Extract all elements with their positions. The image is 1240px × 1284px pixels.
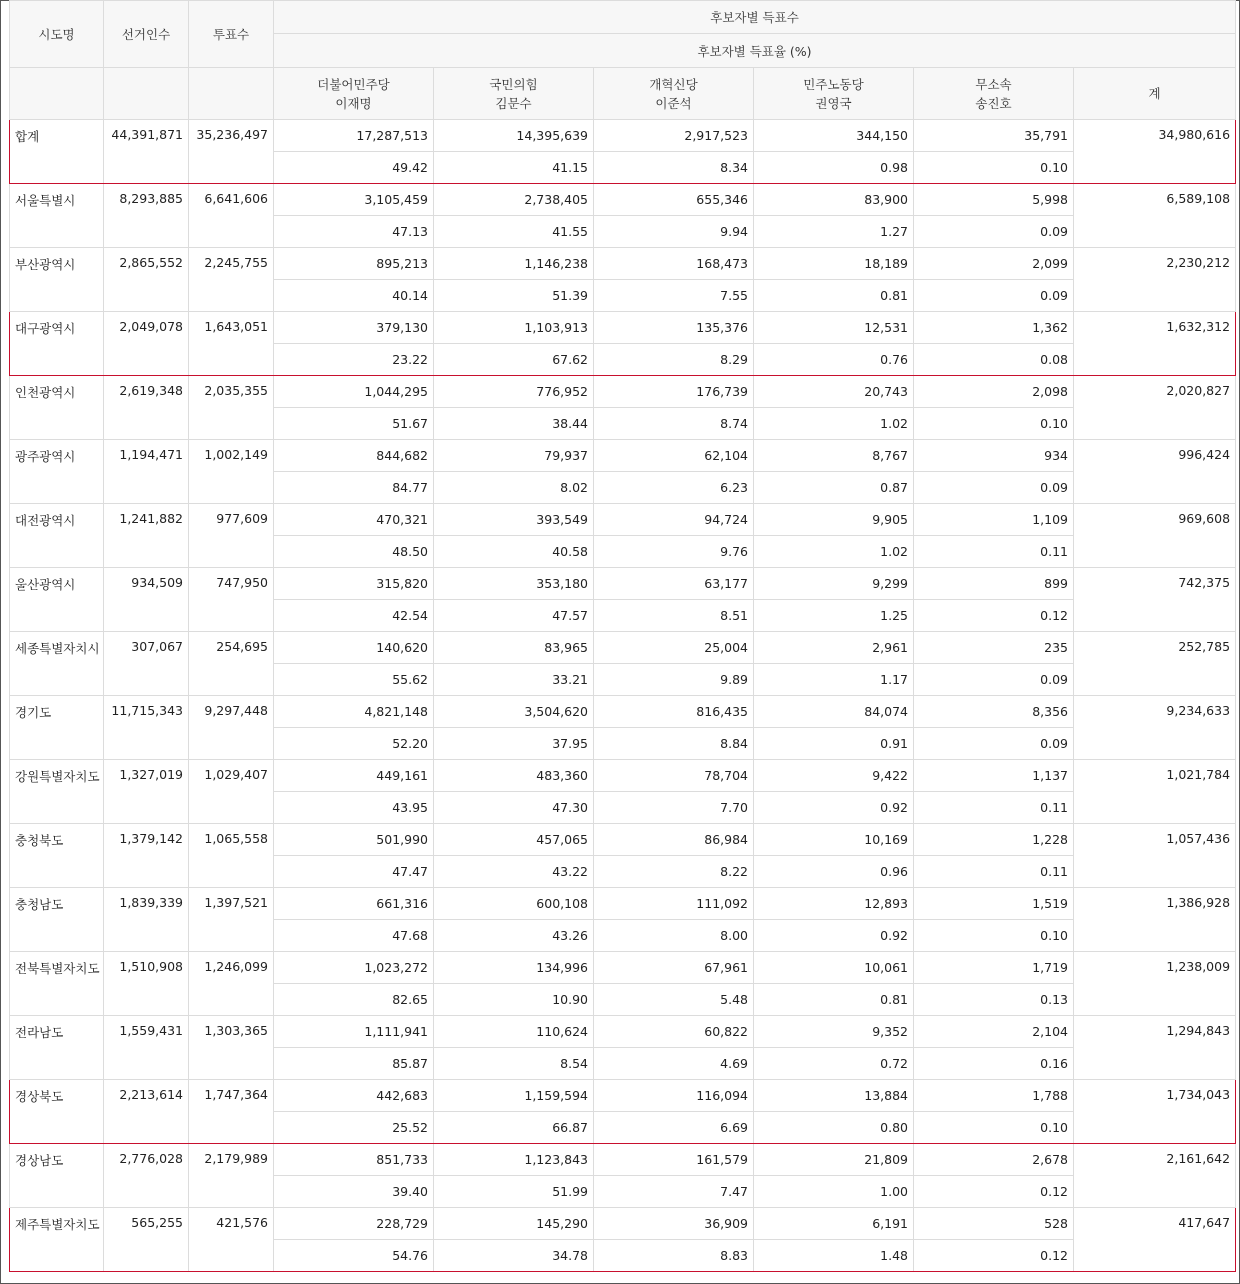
votes-value: 1,065,558 xyxy=(189,824,274,888)
candidate-vote-rate: 1.25 xyxy=(754,600,914,632)
candidate-vote-count: 83,965 xyxy=(434,632,594,664)
region-name: 합계 xyxy=(10,120,104,184)
candidate-vote-count: 134,996 xyxy=(434,952,594,984)
candidate-vote-count: 851,733 xyxy=(274,1144,434,1176)
candidate-vote-rate: 0.09 xyxy=(914,280,1074,312)
candidate-vote-rate: 43.22 xyxy=(434,856,594,888)
candidate-vote-count: 1,109 xyxy=(914,504,1074,536)
votes-value: 2,179,989 xyxy=(189,1144,274,1208)
candidate-vote-count: 2,917,523 xyxy=(594,120,754,152)
electors-value: 8,293,885 xyxy=(104,184,189,248)
candidate-vote-count: 94,724 xyxy=(594,504,754,536)
candidate-vote-count: 79,937 xyxy=(434,440,594,472)
candidate-vote-rate: 8.74 xyxy=(594,408,754,440)
region-name: 울산광역시 xyxy=(10,568,104,632)
electors-value: 1,194,471 xyxy=(104,440,189,504)
votes-value: 1,303,365 xyxy=(189,1016,274,1080)
header-candidate xyxy=(754,68,914,120)
candidate-vote-rate: 1.27 xyxy=(754,216,914,248)
candidate-vote-rate: 43.26 xyxy=(434,920,594,952)
candidate-vote-rate: 38.44 xyxy=(434,408,594,440)
electors-value: 307,067 xyxy=(104,632,189,696)
region-name: 인천광역시 xyxy=(10,376,104,440)
electors-value: 1,241,882 xyxy=(104,504,189,568)
electors-value: 1,327,019 xyxy=(104,760,189,824)
region-name: 경상북도 xyxy=(10,1080,104,1144)
region-name: 서울특별시 xyxy=(10,184,104,248)
candidate-vote-rate: 0.16 xyxy=(914,1048,1074,1080)
table-row xyxy=(10,888,1236,920)
header-votes: 투표수 xyxy=(189,1,274,68)
candidate-vote-count: 35,791 xyxy=(914,120,1074,152)
electors-value: 2,865,552 xyxy=(104,248,189,312)
header-blank xyxy=(104,68,189,120)
region-name: 전라남도 xyxy=(10,1016,104,1080)
candidate-vote-rate: 39.40 xyxy=(274,1176,434,1208)
candidate-vote-rate: 0.09 xyxy=(914,728,1074,760)
table-row xyxy=(10,504,1236,536)
candidate-vote-rate: 34.78 xyxy=(434,1240,594,1272)
header-total: 계 xyxy=(1074,68,1236,120)
candidate-vote-rate: 33.21 xyxy=(434,664,594,696)
candidate-vote-rate: 8.29 xyxy=(594,344,754,376)
electors-value: 934,509 xyxy=(104,568,189,632)
table-row xyxy=(10,312,1236,344)
election-results-table xyxy=(9,0,1236,1272)
candidate-vote-rate: 0.09 xyxy=(914,472,1074,504)
total-value: 969,608 xyxy=(1074,504,1236,568)
votes-value: 1,029,407 xyxy=(189,760,274,824)
candidate-vote-rate: 1.02 xyxy=(754,408,914,440)
candidate-vote-count: 457,065 xyxy=(434,824,594,856)
candidate-vote-count: 1,519 xyxy=(914,888,1074,920)
header-blank xyxy=(189,68,274,120)
candidate-vote-count: 25,004 xyxy=(594,632,754,664)
candidate-vote-count: 145,290 xyxy=(434,1208,594,1240)
candidate-vote-count: 135,376 xyxy=(594,312,754,344)
total-value: 34,980,616 xyxy=(1074,120,1236,184)
candidate-vote-rate: 0.91 xyxy=(754,728,914,760)
votes-value: 254,695 xyxy=(189,632,274,696)
candidate-vote-rate: 8.83 xyxy=(594,1240,754,1272)
candidate-vote-rate: 1.02 xyxy=(754,536,914,568)
candidate-party: 국민의힘 xyxy=(489,76,538,92)
table-row xyxy=(10,952,1236,984)
candidate-vote-rate: 0.12 xyxy=(914,600,1074,632)
candidate-vote-rate: 23.22 xyxy=(274,344,434,376)
candidate-vote-rate: 49.42 xyxy=(274,152,434,184)
candidate-vote-rate: 54.76 xyxy=(274,1240,434,1272)
header-blank xyxy=(10,68,104,120)
total-value: 2,230,212 xyxy=(1074,248,1236,312)
candidate-vote-count: 10,169 xyxy=(754,824,914,856)
candidate-vote-rate: 47.57 xyxy=(434,600,594,632)
candidate-vote-count: 86,984 xyxy=(594,824,754,856)
candidate-vote-count: 12,531 xyxy=(754,312,914,344)
candidate-vote-count: 816,435 xyxy=(594,696,754,728)
total-value: 1,238,009 xyxy=(1074,952,1236,1016)
candidate-vote-count: 895,213 xyxy=(274,248,434,280)
candidate-vote-rate: 0.11 xyxy=(914,792,1074,824)
candidate-vote-rate: 8.02 xyxy=(434,472,594,504)
region-name: 대구광역시 xyxy=(10,312,104,376)
candidate-vote-rate: 0.10 xyxy=(914,1112,1074,1144)
candidate-name: 이재명 xyxy=(335,95,372,111)
candidate-vote-rate: 0.12 xyxy=(914,1240,1074,1272)
votes-value: 9,297,448 xyxy=(189,696,274,760)
candidate-vote-rate: 7.70 xyxy=(594,792,754,824)
region-name: 광주광역시 xyxy=(10,440,104,504)
candidate-vote-count: 228,729 xyxy=(274,1208,434,1240)
votes-value: 6,641,606 xyxy=(189,184,274,248)
candidate-vote-rate: 47.68 xyxy=(274,920,434,952)
candidate-vote-count: 1,044,295 xyxy=(274,376,434,408)
header-votes-by-candidate: 후보자별 득표수 xyxy=(274,1,1236,34)
table-row xyxy=(10,248,1236,280)
electors-value: 44,391,871 xyxy=(104,120,189,184)
total-value: 252,785 xyxy=(1074,632,1236,696)
candidate-vote-rate: 0.87 xyxy=(754,472,914,504)
candidate-vote-count: 161,579 xyxy=(594,1144,754,1176)
header-candidate xyxy=(274,68,434,120)
header-region: 시도명 xyxy=(10,1,104,68)
candidate-vote-count: 9,422 xyxy=(754,760,914,792)
region-name: 강원특별자치도 xyxy=(10,760,104,824)
votes-value: 1,747,364 xyxy=(189,1080,274,1144)
votes-value: 421,576 xyxy=(189,1208,274,1272)
votes-value: 747,950 xyxy=(189,568,274,632)
candidate-vote-count: 449,161 xyxy=(274,760,434,792)
candidate-vote-count: 600,108 xyxy=(434,888,594,920)
total-value: 9,234,633 xyxy=(1074,696,1236,760)
candidate-vote-count: 1,137 xyxy=(914,760,1074,792)
table-row xyxy=(10,824,1236,856)
candidate-vote-count: 315,820 xyxy=(274,568,434,600)
candidate-vote-count: 1,228 xyxy=(914,824,1074,856)
candidate-vote-count: 2,678 xyxy=(914,1144,1074,1176)
candidate-vote-rate: 8.22 xyxy=(594,856,754,888)
candidate-vote-count: 2,738,405 xyxy=(434,184,594,216)
candidate-vote-count: 2,098 xyxy=(914,376,1074,408)
candidate-vote-count: 899 xyxy=(914,568,1074,600)
candidate-vote-rate: 48.50 xyxy=(274,536,434,568)
candidate-vote-rate: 67.62 xyxy=(434,344,594,376)
table-row xyxy=(10,696,1236,728)
candidate-vote-count: 5,998 xyxy=(914,184,1074,216)
candidate-vote-rate: 84.77 xyxy=(274,472,434,504)
region-name: 부산광역시 xyxy=(10,248,104,312)
candidate-vote-rate: 51.99 xyxy=(434,1176,594,1208)
candidate-vote-count: 9,299 xyxy=(754,568,914,600)
total-value: 2,020,827 xyxy=(1074,376,1236,440)
candidate-party: 더불어민주당 xyxy=(317,76,390,92)
candidate-vote-count: 36,909 xyxy=(594,1208,754,1240)
candidate-vote-rate: 8.54 xyxy=(434,1048,594,1080)
candidate-vote-count: 84,074 xyxy=(754,696,914,728)
candidate-vote-rate: 10.90 xyxy=(434,984,594,1016)
candidate-vote-rate: 41.15 xyxy=(434,152,594,184)
electors-value: 2,049,078 xyxy=(104,312,189,376)
candidate-vote-count: 3,504,620 xyxy=(434,696,594,728)
candidate-vote-count: 8,356 xyxy=(914,696,1074,728)
votes-value: 1,002,149 xyxy=(189,440,274,504)
header-candidate xyxy=(594,68,754,120)
total-value: 742,375 xyxy=(1074,568,1236,632)
candidate-vote-count: 116,094 xyxy=(594,1080,754,1112)
candidate-vote-count: 1,146,238 xyxy=(434,248,594,280)
candidate-vote-count: 776,952 xyxy=(434,376,594,408)
candidate-vote-count: 9,905 xyxy=(754,504,914,536)
votes-value: 2,035,355 xyxy=(189,376,274,440)
candidate-vote-rate: 1.48 xyxy=(754,1240,914,1272)
candidate-vote-rate: 0.80 xyxy=(754,1112,914,1144)
header-candidate xyxy=(434,68,594,120)
candidate-vote-rate: 0.10 xyxy=(914,408,1074,440)
candidate-vote-rate: 8.34 xyxy=(594,152,754,184)
total-value: 6,589,108 xyxy=(1074,184,1236,248)
candidate-vote-rate: 1.17 xyxy=(754,664,914,696)
region-name: 세종특별자치시 xyxy=(10,632,104,696)
region-name: 충청북도 xyxy=(10,824,104,888)
candidate-vote-count: 21,809 xyxy=(754,1144,914,1176)
table-row xyxy=(10,568,1236,600)
candidate-vote-rate: 1.00 xyxy=(754,1176,914,1208)
candidate-vote-rate: 0.13 xyxy=(914,984,1074,1016)
candidate-vote-rate: 42.54 xyxy=(274,600,434,632)
electors-value: 1,559,431 xyxy=(104,1016,189,1080)
electors-value: 2,213,614 xyxy=(104,1080,189,1144)
table-row xyxy=(10,632,1236,664)
candidate-vote-rate: 7.47 xyxy=(594,1176,754,1208)
candidate-vote-count: 18,189 xyxy=(754,248,914,280)
candidate-vote-count: 63,177 xyxy=(594,568,754,600)
candidate-vote-count: 168,473 xyxy=(594,248,754,280)
candidate-vote-count: 1,103,913 xyxy=(434,312,594,344)
candidate-vote-count: 379,130 xyxy=(274,312,434,344)
candidate-vote-count: 62,104 xyxy=(594,440,754,472)
region-name: 제주특별자치도 xyxy=(10,1208,104,1272)
candidate-vote-count: 6,191 xyxy=(754,1208,914,1240)
candidate-vote-rate: 40.58 xyxy=(434,536,594,568)
table-row xyxy=(10,1144,1236,1176)
candidate-vote-count: 353,180 xyxy=(434,568,594,600)
candidate-vote-rate: 0.92 xyxy=(754,792,914,824)
candidate-vote-rate: 47.30 xyxy=(434,792,594,824)
electors-value: 565,255 xyxy=(104,1208,189,1272)
candidate-vote-rate: 0.81 xyxy=(754,280,914,312)
candidate-vote-count: 8,767 xyxy=(754,440,914,472)
table-row xyxy=(10,1208,1236,1240)
region-name: 경기도 xyxy=(10,696,104,760)
candidate-party: 개혁신당 xyxy=(649,76,698,92)
candidate-vote-rate: 55.62 xyxy=(274,664,434,696)
candidate-vote-rate: 0.11 xyxy=(914,856,1074,888)
total-value: 1,734,043 xyxy=(1074,1080,1236,1144)
region-name: 전북특별자치도 xyxy=(10,952,104,1016)
table-row xyxy=(10,1080,1236,1112)
candidate-vote-count: 2,099 xyxy=(914,248,1074,280)
total-value: 1,021,784 xyxy=(1074,760,1236,824)
votes-value: 35,236,497 xyxy=(189,120,274,184)
candidate-vote-count: 17,287,513 xyxy=(274,120,434,152)
candidate-vote-count: 13,884 xyxy=(754,1080,914,1112)
candidate-vote-count: 1,159,594 xyxy=(434,1080,594,1112)
candidate-vote-count: 176,739 xyxy=(594,376,754,408)
electors-value: 11,715,343 xyxy=(104,696,189,760)
votes-value: 2,245,755 xyxy=(189,248,274,312)
candidate-vote-count: 10,061 xyxy=(754,952,914,984)
candidate-vote-rate: 41.55 xyxy=(434,216,594,248)
total-value: 2,161,642 xyxy=(1074,1144,1236,1208)
candidate-vote-count: 2,104 xyxy=(914,1016,1074,1048)
candidate-vote-count: 111,092 xyxy=(594,888,754,920)
candidate-vote-rate: 0.09 xyxy=(914,664,1074,696)
table-row xyxy=(10,120,1236,152)
candidate-name: 김문수 xyxy=(495,95,532,111)
candidate-vote-count: 9,352 xyxy=(754,1016,914,1048)
candidate-vote-rate: 9.89 xyxy=(594,664,754,696)
table-row xyxy=(10,1016,1236,1048)
votes-value: 1,643,051 xyxy=(189,312,274,376)
candidate-vote-rate: 0.81 xyxy=(754,984,914,1016)
candidate-vote-count: 3,105,459 xyxy=(274,184,434,216)
candidate-vote-rate: 0.96 xyxy=(754,856,914,888)
candidate-vote-rate: 43.95 xyxy=(274,792,434,824)
candidate-vote-rate: 0.11 xyxy=(914,536,1074,568)
candidate-vote-count: 393,549 xyxy=(434,504,594,536)
total-value: 417,647 xyxy=(1074,1208,1236,1272)
candidate-vote-count: 1,111,941 xyxy=(274,1016,434,1048)
candidate-vote-count: 934 xyxy=(914,440,1074,472)
header-electors: 선거인수 xyxy=(104,1,189,68)
candidate-vote-rate: 51.67 xyxy=(274,408,434,440)
candidate-vote-count: 235 xyxy=(914,632,1074,664)
candidate-vote-rate: 8.51 xyxy=(594,600,754,632)
table-row xyxy=(10,760,1236,792)
candidate-vote-rate: 7.55 xyxy=(594,280,754,312)
total-value: 996,424 xyxy=(1074,440,1236,504)
candidate-vote-count: 661,316 xyxy=(274,888,434,920)
candidate-vote-count: 14,395,639 xyxy=(434,120,594,152)
candidate-vote-rate: 6.23 xyxy=(594,472,754,504)
candidate-vote-rate: 0.08 xyxy=(914,344,1074,376)
region-name: 충청남도 xyxy=(10,888,104,952)
candidate-vote-rate: 0.98 xyxy=(754,152,914,184)
candidate-vote-count: 844,682 xyxy=(274,440,434,472)
candidate-vote-rate: 47.47 xyxy=(274,856,434,888)
candidate-vote-rate: 52.20 xyxy=(274,728,434,760)
candidate-vote-rate: 0.92 xyxy=(754,920,914,952)
votes-value: 1,397,521 xyxy=(189,888,274,952)
candidate-vote-count: 483,360 xyxy=(434,760,594,792)
region-name: 대전광역시 xyxy=(10,504,104,568)
candidate-vote-rate: 9.94 xyxy=(594,216,754,248)
electors-value: 2,619,348 xyxy=(104,376,189,440)
results-body xyxy=(10,120,1236,1272)
candidate-party: 민주노동당 xyxy=(803,76,864,92)
candidate-party: 무소속 xyxy=(975,76,1012,92)
candidate-vote-rate: 9.76 xyxy=(594,536,754,568)
candidate-vote-count: 20,743 xyxy=(754,376,914,408)
candidate-vote-rate: 6.69 xyxy=(594,1112,754,1144)
candidate-vote-count: 344,150 xyxy=(754,120,914,152)
votes-value: 977,609 xyxy=(189,504,274,568)
candidate-vote-rate: 0.10 xyxy=(914,152,1074,184)
candidate-vote-rate: 8.84 xyxy=(594,728,754,760)
electors-value: 1,379,142 xyxy=(104,824,189,888)
table-row xyxy=(10,184,1236,216)
candidate-vote-count: 501,990 xyxy=(274,824,434,856)
header-candidate xyxy=(914,68,1074,120)
candidate-vote-rate: 25.52 xyxy=(274,1112,434,1144)
candidate-vote-rate: 47.13 xyxy=(274,216,434,248)
candidate-vote-rate: 40.14 xyxy=(274,280,434,312)
candidate-vote-count: 1,023,272 xyxy=(274,952,434,984)
candidate-vote-count: 140,620 xyxy=(274,632,434,664)
candidate-vote-rate: 0.12 xyxy=(914,1176,1074,1208)
candidate-vote-rate: 85.87 xyxy=(274,1048,434,1080)
candidate-vote-rate: 5.48 xyxy=(594,984,754,1016)
candidate-name: 이준석 xyxy=(655,95,692,111)
candidate-vote-count: 1,788 xyxy=(914,1080,1074,1112)
candidate-vote-count: 60,822 xyxy=(594,1016,754,1048)
table-row xyxy=(10,376,1236,408)
candidate-vote-count: 2,961 xyxy=(754,632,914,664)
candidate-name: 송진호 xyxy=(975,95,1012,111)
candidate-vote-rate: 66.87 xyxy=(434,1112,594,1144)
candidate-vote-count: 655,346 xyxy=(594,184,754,216)
candidate-vote-rate: 0.72 xyxy=(754,1048,914,1080)
region-name: 경상남도 xyxy=(10,1144,104,1208)
total-value: 1,294,843 xyxy=(1074,1016,1236,1080)
candidate-vote-count: 1,123,843 xyxy=(434,1144,594,1176)
candidate-vote-rate: 0.76 xyxy=(754,344,914,376)
candidate-vote-rate: 4.69 xyxy=(594,1048,754,1080)
electors-value: 1,510,908 xyxy=(104,952,189,1016)
candidate-vote-rate: 37.95 xyxy=(434,728,594,760)
candidate-vote-count: 1,719 xyxy=(914,952,1074,984)
table-row xyxy=(10,440,1236,472)
candidate-vote-count: 83,900 xyxy=(754,184,914,216)
candidate-vote-count: 528 xyxy=(914,1208,1074,1240)
total-value: 1,386,928 xyxy=(1074,888,1236,952)
total-value: 1,057,436 xyxy=(1074,824,1236,888)
candidate-vote-count: 470,321 xyxy=(274,504,434,536)
candidate-name: 권영국 xyxy=(815,95,852,111)
candidate-vote-count: 78,704 xyxy=(594,760,754,792)
candidate-vote-rate: 0.10 xyxy=(914,920,1074,952)
candidate-vote-rate: 0.09 xyxy=(914,216,1074,248)
candidate-vote-count: 110,624 xyxy=(434,1016,594,1048)
candidate-vote-count: 4,821,148 xyxy=(274,696,434,728)
total-value: 1,632,312 xyxy=(1074,312,1236,376)
candidate-vote-rate: 51.39 xyxy=(434,280,594,312)
candidate-vote-rate: 82.65 xyxy=(274,984,434,1016)
candidate-vote-count: 67,961 xyxy=(594,952,754,984)
electors-value: 1,839,339 xyxy=(104,888,189,952)
candidate-vote-count: 442,683 xyxy=(274,1080,434,1112)
electors-value: 2,776,028 xyxy=(104,1144,189,1208)
candidate-vote-rate: 8.00 xyxy=(594,920,754,952)
header-rate-by-candidate: 후보자별 득표율 (%) xyxy=(274,34,1236,68)
candidate-vote-count: 1,362 xyxy=(914,312,1074,344)
candidate-vote-count: 12,893 xyxy=(754,888,914,920)
votes-value: 1,246,099 xyxy=(189,952,274,1016)
